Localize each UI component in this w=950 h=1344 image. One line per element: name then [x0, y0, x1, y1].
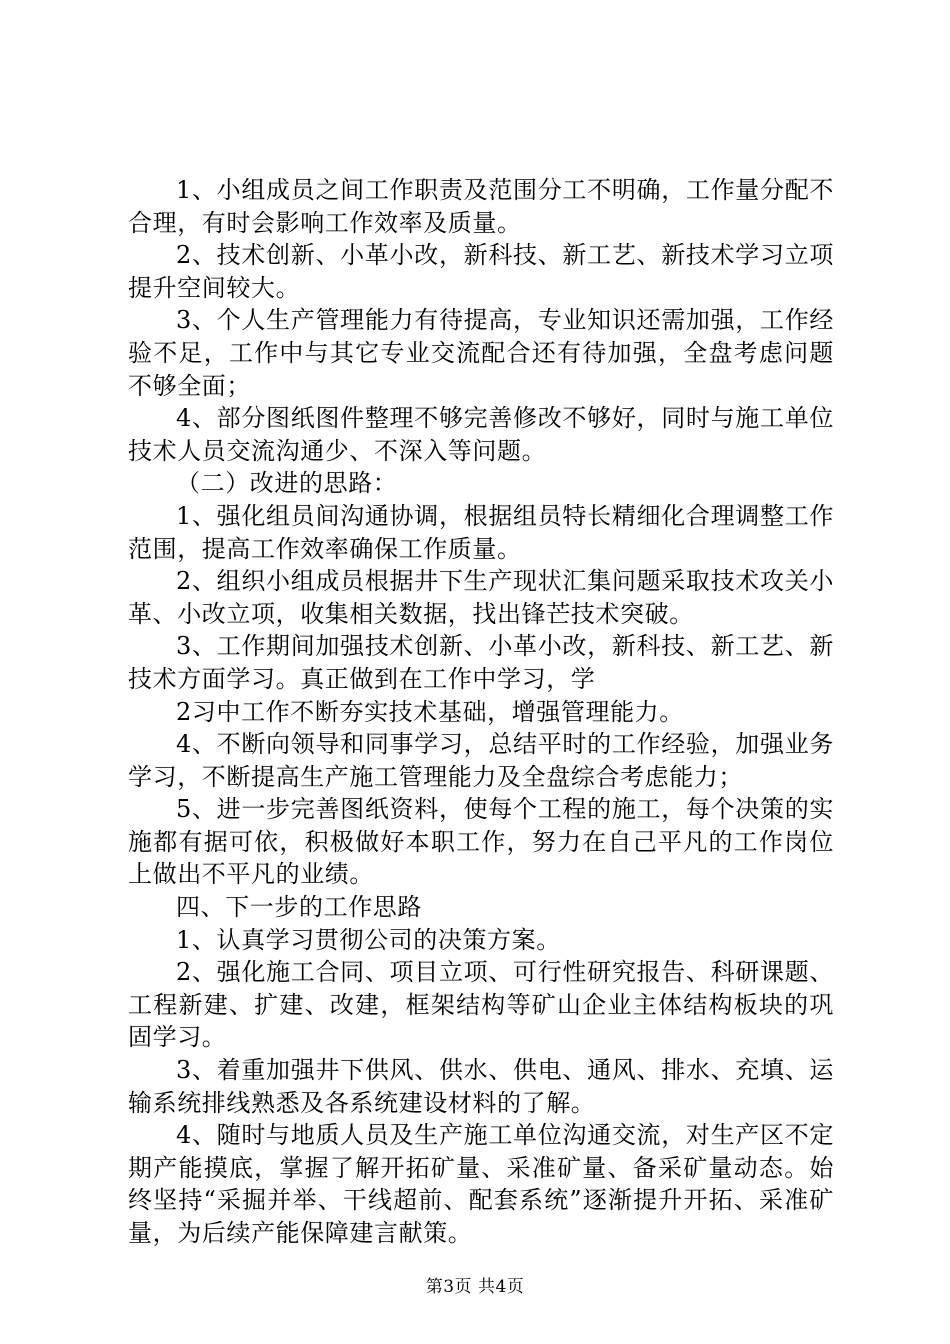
- paragraph-16: 4、随时与地质人员及生产施工单位沟通交流，对生产区不定期产能摸底，掌握了解开拓矿量、采准矿量、备采矿量动态。始终坚持“采掘并举、干线超前、配套系统”逐渐提升开拓、采准矿量，为后续产能保障建言献策。: [128, 1121, 834, 1247]
- paragraph-10: 4、不断向领导和同事学习，总结平时的工作经验，加强业务学习，不断提高生产施工管理能力及全盘综合考虑能力；: [128, 730, 834, 791]
- paragraph-6: 1、强化组员间沟通协调，根据组员特长精细化合理调整工作范围，提高工作效率确保工作质量。: [128, 501, 834, 563]
- paragraph-13: 1、认真学习贯彻公司的决策方案。: [176, 925, 561, 954]
- document-body: [128, 174, 834, 1250]
- paragraph-14: 2、强化施工合同、项目立项、可行性研究报告、科研课题、工程新建、扩建、改建，框架结构等矿山企业主体结构板块的巩固学习。: [128, 958, 834, 1052]
- paragraph-11: 5、进一步完善图纸资料，使每个工程的施工，每个决策的实施都有据可依，积极做好本职工作，努力在自己平凡的工作岗位上做出不平凡的业绩。: [128, 795, 834, 889]
- paragraph-1: 1、小组成员之间工作职责及范围分工不明确，工作量分配不合理，有时会影响工作效率及质量。: [128, 176, 834, 237]
- section-heading-improvement: （二）改进的思路：: [176, 469, 398, 498]
- paragraph-3: 3、个人生产管理能力有待提高，专业知识还需加强，工作经验不足，工作中与其它专业交流配合还有待加强，全盘考虑问题不够全面；: [128, 306, 834, 400]
- paragraph-7: 2、组织小组成员根据井下生产现状汇集问题采取技术攻关小革、小改立项，收集相关数据，找出锋芒技术突破。: [128, 567, 834, 628]
- paragraph-8: 3、工作期间加强技术创新、小革小改，新科技、新工艺、新技术方面学习。真正做到在工作中学习，学: [128, 632, 834, 693]
- paragraph-15: 3、着重加强井下供风、供水、供电、通风、排水、充填、运输系统排线熟悉及各系统建设材料的了解。: [128, 1056, 834, 1117]
- paragraph-4: 4、部分图纸图件整理不够完善修改不够好，同时与施工单位技术人员交流沟通少、不深入等问题。: [128, 404, 834, 465]
- section-heading-next-steps: 四、下一步的工作思路: [176, 893, 422, 922]
- page-number-footer: 第3页 共4页: [425, 1277, 525, 1297]
- paragraph-2: 2、技术创新、小革小改，新科技、新工艺、新技术学习立项提升空间较大。: [128, 241, 834, 302]
- paragraph-9: 2习中工作不断夯实技术基础，增强管理能力。: [176, 697, 684, 726]
